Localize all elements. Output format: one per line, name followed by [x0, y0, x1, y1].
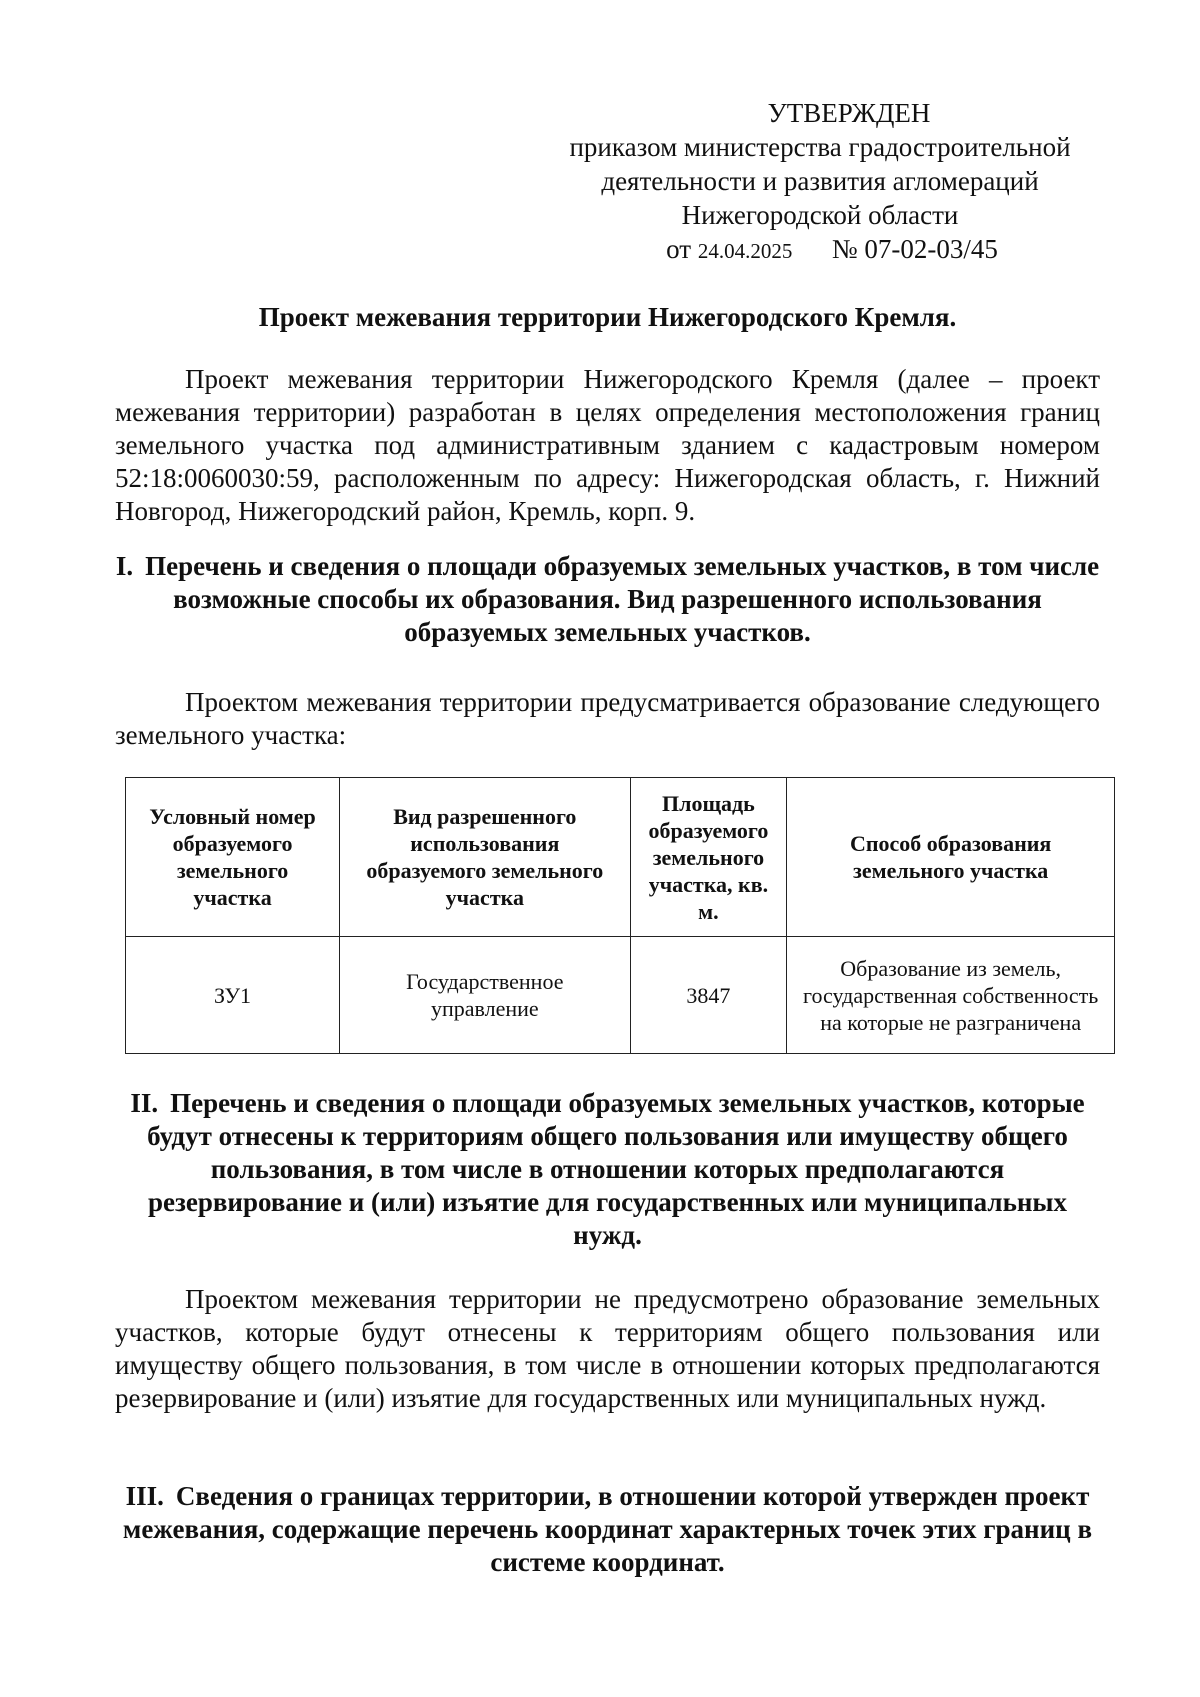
approval-title: УТВЕРЖДЕН [767, 98, 931, 128]
section-3-heading [115, 1480, 1100, 1579]
intro-paragraph [115, 363, 1100, 528]
intro-text: Проект межевания территории Нижегородского Кремля (далее – проект межевания территории) разработан в целях определения местоположения границ земельного участка под административным зданием с кадастровым номером 52:18:0060030:59, расположенным по адресу: Нижегородская область, г. Нижний Новгород, Нижегородский район, Кремль, корп. 9. [115, 364, 1100, 526]
section-2-heading [115, 1087, 1100, 1252]
header-formation-method: Способ образования земельного участка [787, 778, 1115, 937]
section-2-paragraph [115, 1283, 1100, 1415]
approval-date-line [540, 232, 1100, 268]
cell-area: 3847 [630, 937, 787, 1054]
cell-permitted-use: Государственное управление [340, 937, 630, 1054]
section-2-number: II. [130, 1088, 159, 1118]
cell-formation-method: Образование из земель, государственная собственность на которые не разграничена [787, 937, 1115, 1054]
cell-parcel-number: ЗУ1 [126, 937, 340, 1054]
date-prefix: от [666, 234, 692, 264]
section-3-number: III. [125, 1481, 164, 1511]
section-1-text: Проектом межевания территории предусматривается образование следующего земельного участка: [115, 687, 1100, 750]
header-permitted-use: Вид разрешенного использования образуемого земельного участка [340, 778, 630, 937]
approval-line-4: Нижегородской области [681, 200, 959, 230]
table-row [126, 937, 1115, 1054]
approval-line-3: деятельности и развития агломераций [601, 166, 1039, 196]
approval-number: № 07-02-03/45 [831, 234, 998, 264]
section-1-paragraph [115, 686, 1100, 752]
approval-block [540, 96, 1100, 268]
section-2-text: Проектом межевания территории не предусмотрено образование земельных участков, которые будут отнесены к территориям общего пользования или имуществу общего пользования, в том числе в отношении которых предполагаются резервирование и (или) изъятие для государственных или муниципальных нужд. [115, 1284, 1100, 1413]
section-3-title: Сведения о границах территории, в отношении которой утвержден проект межевания, содержащие перечень координат характерных точек этих границ в системе координат. [122, 1481, 1093, 1577]
section-1-number: I. [115, 551, 134, 581]
header-parcel-number: Условный номер образуемого земельного участка [126, 778, 340, 937]
section-1-heading [115, 550, 1100, 649]
section-2-title: Перечень и сведения о площади образуемых земельных участков, которые будут отнесены к территориям общего пользования или имуществу общего пользования, в том числе в отношении которых предполагаются резервирование и (или) изъятие для государственных или муниципальных нужд. [147, 1088, 1085, 1250]
parcels-table [125, 777, 1115, 1054]
approval-date: 24.04.2025 [697, 239, 793, 263]
header-area: Площадь образуемого земельного участка, кв. м. [630, 778, 787, 937]
section-1-title: Перечень и сведения о площади образуемых земельных участков, в том числе возможные способы их образования. Вид разрешенного использования образуемых земельных участков. [145, 551, 1100, 647]
table-header-row [126, 778, 1115, 937]
document-title: Проект межевания территории Нижегородского Кремля. [258, 302, 957, 332]
approval-line-2: приказом министерства градостроительной [569, 132, 1071, 162]
